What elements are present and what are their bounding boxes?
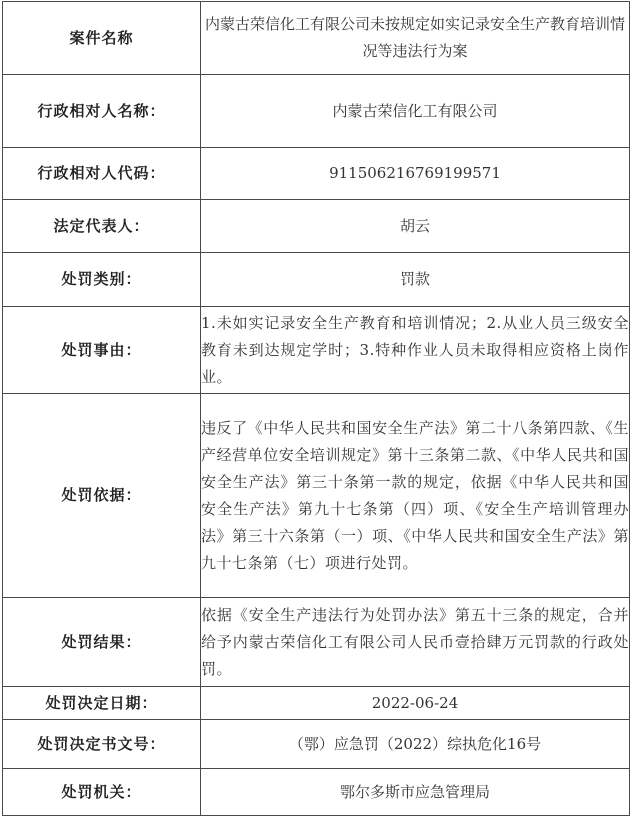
decision-number-value: （鄂）应急罚（2022）综执危化16号 xyxy=(201,720,630,769)
row-penalty-type xyxy=(3,253,630,307)
party-name-label: 行政相对人名称： xyxy=(3,75,201,148)
row-party-code xyxy=(3,148,630,200)
decision-date-value: 2022-06-24 xyxy=(201,687,630,720)
penalty-reason-label: 处罚事由： xyxy=(3,307,201,394)
row-penalty-reason xyxy=(3,307,630,394)
row-case-name xyxy=(3,2,630,75)
row-penalty-basis xyxy=(3,394,630,598)
row-party-name xyxy=(3,75,630,148)
row-legal-representative xyxy=(3,200,630,253)
penalty-info-table xyxy=(2,1,630,816)
row-decision-number xyxy=(3,720,630,769)
penalty-authority-value: 鄂尔多斯市应急管理局 xyxy=(201,769,630,816)
party-name-value: 内蒙古荣信化工有限公司 xyxy=(201,75,630,148)
party-code-label: 行政相对人代码： xyxy=(3,148,201,200)
penalty-type-value: 罚款 xyxy=(201,253,630,307)
penalty-basis-label: 处罚依据： xyxy=(3,394,201,598)
case-name-label: 案件名称 xyxy=(3,2,201,75)
row-decision-date xyxy=(3,687,630,720)
decision-number-label: 处罚决定书文号： xyxy=(3,720,201,769)
penalty-result-label: 处罚结果： xyxy=(3,598,201,687)
party-code-value: 911506216769199571 xyxy=(201,148,630,200)
penalty-type-label: 处罚类别： xyxy=(3,253,201,307)
decision-date-label: 处罚决定日期： xyxy=(3,687,201,720)
penalty-result-value: 依据《安全生产违法行为处罚办法》第五十三条的规定，合并给予内蒙古荣信化工有限公司人民币壹拾肆万元罚款的行政处罚。 xyxy=(201,598,630,687)
case-name-value: 内蒙古荣信化工有限公司未按规定如实记录安全生产教育培训情况等违法行为案 xyxy=(201,2,630,75)
penalty-authority-label: 处罚机关： xyxy=(3,769,201,816)
row-penalty-authority xyxy=(3,769,630,816)
legal-representative-label: 法定代表人： xyxy=(3,200,201,253)
penalty-basis-value: 违反了《中华人民共和国安全生产法》第二十八条第四款、《生产经营单位安全培训规定》第十三条第二款、《中华人民共和国安全生产法》第三十条第一款的规定，依据《中华人民共和国安全生产法》第九十七条第（四）项、《安全生产培训管理办法》第三十六条第（一）项、《中华人民共和国安全生产法》第九十七条第（七）项进行处罚。 xyxy=(201,394,630,598)
penalty-reason-value: 1.未如实记录安全生产教育和培训情况；2.从业人员三级安全教育未到达规定学时；3.特种作业人员未取得相应资格上岗作业。 xyxy=(201,307,630,394)
row-penalty-result xyxy=(3,598,630,687)
legal-representative-value: 胡云 xyxy=(201,200,630,253)
